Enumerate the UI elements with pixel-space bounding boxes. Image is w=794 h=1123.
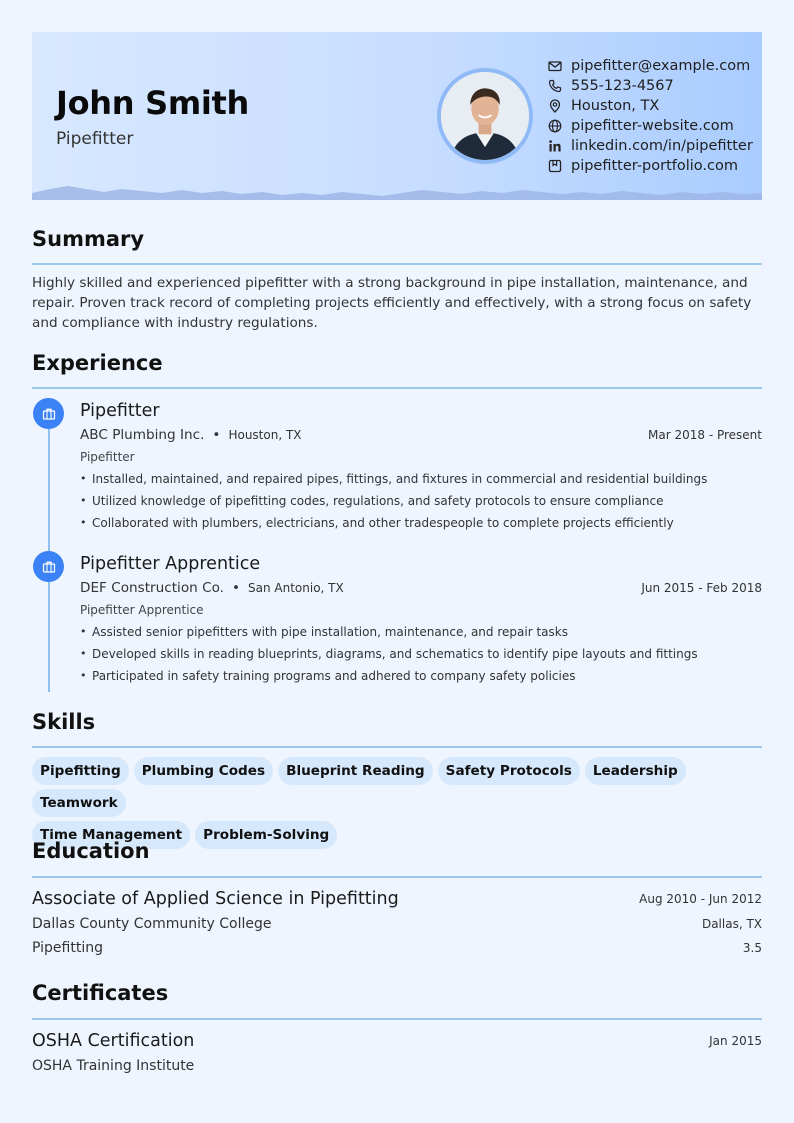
skills-divider <box>32 746 762 748</box>
contact-portfolio[interactable] <box>548 156 753 176</box>
school-location: Dallas, TX <box>701 917 762 931</box>
degree-title: Associate of Applied Science in Pipefitting <box>32 889 399 909</box>
education-date: Aug 2010 - Jun 2012 <box>639 892 762 906</box>
header-wave-decoration <box>32 184 762 200</box>
experience-item <box>80 398 762 534</box>
job-location: Houston, TX <box>228 428 302 442</box>
briefcase-icon <box>33 551 64 582</box>
contact-website[interactable] <box>548 116 753 136</box>
job-role: Pipefitter <box>80 450 135 464</box>
summary-text: Highly skilled and experienced pipefitter with a strong background in pipe installation, maintenance, and repair. Proven track record of completing projects efficiently and effectively, with a strong focus on safety and compliance with industry regulations. <box>32 275 752 331</box>
resume-header <box>32 32 762 200</box>
education-divider <box>32 876 762 878</box>
contact-phone-text: 555-123-4567 <box>571 78 674 94</box>
list-item: • Developed skills in reading blueprints, diagrams, and schematics to identify pipe layouts and fittings <box>80 643 762 665</box>
contact-list <box>548 56 753 176</box>
profile-photo <box>437 68 533 164</box>
list-item: • Assisted senior pipefitters with pipe installation, maintenance, and repair tasks <box>80 621 762 643</box>
job-title: Pipefitter Apprentice <box>80 554 261 574</box>
list-item: • Participated in safety training programs and adhered to company safety policies <box>80 665 762 687</box>
experience-heading: Experience <box>32 351 163 375</box>
job-company: DEF Construction Co. <box>80 580 224 596</box>
linkedin-icon <box>548 139 562 153</box>
job-bullets <box>80 621 762 687</box>
job-date: Mar 2018 - Present <box>648 428 762 442</box>
experience-item <box>80 551 762 687</box>
field-of-study: Pipefitting <box>32 940 103 956</box>
summary-divider <box>32 263 762 265</box>
contact-location <box>548 96 753 116</box>
contact-email[interactable] <box>548 56 753 76</box>
skills-heading: Skills <box>32 710 96 734</box>
portfolio-icon <box>548 159 562 173</box>
briefcase-icon <box>33 398 64 429</box>
contact-phone[interactable] <box>548 76 753 96</box>
job-date: Jun 2015 - Feb 2018 <box>641 581 762 595</box>
skill-chip: Problem-Solving <box>195 821 337 849</box>
candidate-name: John Smith <box>56 84 250 122</box>
job-bullets <box>80 468 762 534</box>
list-item: • Installed, maintained, and repaired pipes, fittings, and fixtures in commercial and residential buildings <box>80 468 762 490</box>
skill-chip: Safety Protocols <box>438 757 580 785</box>
list-item: • Utilized knowledge of pipefitting codes, regulations, and safety protocols to ensure compliance <box>80 490 762 512</box>
contact-linkedin-text: linkedin.com/in/pipefitter <box>571 138 753 154</box>
education-heading: Education <box>32 839 150 863</box>
list-item: • Collaborated with plumbers, electricians, and other tradespeople to complete projects efficiently <box>80 512 762 534</box>
school-name: Dallas County Community College <box>32 916 272 932</box>
certificate-item <box>32 1028 762 1078</box>
location-pin-icon <box>548 99 562 113</box>
certificates-divider <box>32 1018 762 1020</box>
globe-icon <box>548 119 562 133</box>
education-item <box>32 886 762 960</box>
candidate-title: Pipefitter <box>56 129 134 149</box>
job-role: Pipefitter Apprentice <box>80 603 204 617</box>
phone-icon <box>548 79 562 93</box>
bullet-separator: • <box>231 580 240 596</box>
gpa-value: 3.5 <box>742 941 762 955</box>
experience-divider <box>32 387 762 389</box>
job-meta <box>80 424 762 446</box>
contact-email-text: pipefitter@example.com <box>571 58 751 74</box>
contact-website-text: pipefitter-website.com <box>571 118 734 134</box>
job-company: ABC Plumbing Inc. <box>80 427 205 443</box>
certificate-issuer: OSHA Training Institute <box>32 1058 195 1074</box>
skill-chip: Leadership <box>585 757 686 785</box>
skill-chip: Plumbing Codes <box>134 757 273 785</box>
mail-icon <box>548 59 562 73</box>
skill-chip: Time Management <box>32 821 190 849</box>
contact-location-text: Houston, TX <box>571 98 660 114</box>
certificates-heading: Certificates <box>32 981 169 1005</box>
summary-heading: Summary <box>32 227 145 251</box>
job-location: San Antonio, TX <box>248 581 344 595</box>
contact-linkedin[interactable] <box>548 136 753 156</box>
certificate-date: Jan 2015 <box>709 1034 762 1048</box>
skill-chip: Pipefitting <box>32 757 129 785</box>
skill-chip: Blueprint Reading <box>278 757 433 785</box>
skill-chip: Teamwork <box>32 789 126 817</box>
job-meta <box>80 577 762 599</box>
job-title: Pipefitter <box>80 401 160 421</box>
certificate-name: OSHA Certification <box>32 1031 195 1051</box>
bullet-separator: • <box>212 427 221 443</box>
contact-portfolio-text: pipefitter-portfolio.com <box>571 158 738 174</box>
